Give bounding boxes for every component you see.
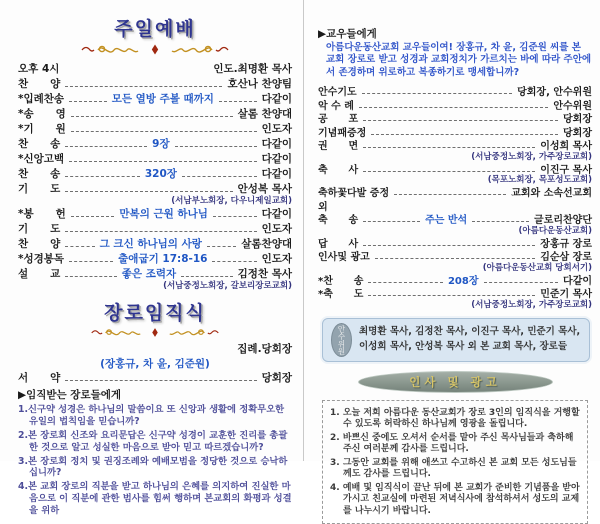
order-row-hymn: 주는 반석 xyxy=(425,215,468,227)
dash-line xyxy=(207,240,236,248)
order-row-person: 김정찬 목사 xyxy=(237,268,293,280)
order-row-hymn: 출애굽기 17:8-16 xyxy=(118,253,208,265)
announcements-box xyxy=(322,400,588,524)
order-row xyxy=(318,212,592,236)
announcement-item: 2. 바쁘신 중에도 오셔서 순서를 맡아 주신 목사님들과 축하해주신 여러분께 감사를 드립니다. xyxy=(330,432,574,455)
order-row-person: 장홍규 장로 xyxy=(540,238,592,250)
order-row-affiliation: (아름다운동산교회 당회서기) xyxy=(482,262,592,273)
order-row-person: 다같이 xyxy=(261,153,292,165)
order-row-person: 민준기 목사 xyxy=(540,289,592,301)
order-row-person: 인도자 xyxy=(261,223,292,235)
dash-line xyxy=(69,95,107,103)
order-row-person: 다같이 xyxy=(261,168,293,180)
dash-line xyxy=(65,240,94,248)
dash-line xyxy=(212,255,256,263)
order-row xyxy=(18,206,292,221)
dash-line xyxy=(213,210,257,218)
order-row-label: 축 사 xyxy=(318,164,359,176)
dash-line xyxy=(363,114,558,121)
elder-candidates: (장홍규, 차 윤, 김준원) xyxy=(100,358,210,370)
order-row-person: 교회와 소속선교회 xyxy=(511,188,592,200)
dash-line xyxy=(394,188,506,195)
order-row-label: 축 송 xyxy=(318,215,359,227)
ordination-title-block xyxy=(18,298,292,339)
order-row-hymn: 9장 xyxy=(152,138,170,150)
order-row-label: *송 영 xyxy=(18,108,66,120)
dash-line xyxy=(484,276,559,283)
order-row-affiliation: (목포노회장, 목포성도교회) xyxy=(487,175,592,186)
dash-line xyxy=(65,374,256,382)
order-row xyxy=(18,266,292,291)
dash-line xyxy=(69,155,256,163)
ordination-title: 장로임직식 xyxy=(104,302,206,324)
ordination-order-list xyxy=(318,84,592,310)
order-row-affiliation: (서남중정노회장, 갈보리장로교회) xyxy=(163,281,292,291)
elder-question: 4.본 교회 장로의 직분을 받고 하나님의 은혜를 의지하여 진실한 마음으로 이 직분에 관한 범사를 힘써 행하며 본교회의 화평과 성결을 위하 xyxy=(18,481,292,517)
order-row-person: 인도자 xyxy=(261,253,292,265)
order-row-person: 다같이 xyxy=(261,208,292,220)
order-row-affiliation: (아름다운동산교회) xyxy=(518,225,592,236)
dash-line xyxy=(359,101,548,108)
oath-label: 서 약 xyxy=(18,372,61,384)
order-row xyxy=(318,98,592,112)
dash-line xyxy=(219,95,257,103)
order-row xyxy=(318,84,592,98)
worship-title-block xyxy=(18,14,292,57)
order-row xyxy=(318,111,592,125)
order-row-affiliation: (서남부노회장, 다우니제일교회) xyxy=(171,196,292,206)
order-row-label: *봉 헌 xyxy=(18,208,66,220)
dash-line xyxy=(363,141,535,148)
order-row xyxy=(18,221,292,236)
order-row-person: 살롬 찬양대 xyxy=(237,108,292,120)
order-row-person: 당회장 xyxy=(563,114,592,126)
order-row-label: 안수기도 xyxy=(318,87,357,99)
order-row-person: 이성희 목사 xyxy=(540,141,592,153)
order-row xyxy=(18,106,292,121)
dash-line xyxy=(65,270,117,278)
members-question: 아름다운동산교회 교우들이여! 장홍규, 차 윤, 김준원 씨를 본 교회 장로로 받고 성경과 교회정치가 가르치는 바에 따라 주안에서 존경하며 위로하고 복종하기로 맹세합니까? xyxy=(326,42,592,78)
dash-line xyxy=(363,239,535,246)
dash-line xyxy=(362,87,512,94)
order-row-affiliation: (서남중정노회장, 가주장로교회) xyxy=(471,151,592,162)
flourish-ornament-icon xyxy=(90,326,220,339)
order-row-person: 글로리찬양단 xyxy=(534,215,592,227)
order-row xyxy=(18,76,292,91)
order-row xyxy=(318,236,592,250)
dash-line xyxy=(375,252,535,259)
order-row-label: 설 교 xyxy=(18,268,61,280)
to-elders-heading: ▶임직받는 장로들에게 xyxy=(18,389,122,401)
ordination-committee-box xyxy=(322,318,590,362)
order-row xyxy=(18,166,292,181)
order-row-label: 외 xyxy=(318,201,328,213)
worship-title: 주일예배 xyxy=(114,18,196,40)
announcement-item: 4. 예배 및 임직식이 끝난 뒤에 본 교회가 준비한 기념품을 받아가시고 친교실에 마련된 저녁식사에 참석하셔서 성도의 교제를 나누시기 바랍니다. xyxy=(330,482,580,516)
order-row-hymn: 좋은 조력자 xyxy=(121,268,177,280)
dash-line xyxy=(368,276,443,283)
dash-line xyxy=(65,170,140,178)
order-row-person: 당회장, 안수위원 xyxy=(517,87,592,99)
order-row xyxy=(318,138,592,162)
elder-question: 1.신구약 성경은 하나님의 말씀이요 또 신앙과 생활에 정확무오한 유일의 법칙임을 믿습니까? xyxy=(18,404,285,427)
order-row-label: 찬 송 xyxy=(18,138,61,150)
dash-line xyxy=(371,128,558,135)
order-row xyxy=(18,61,292,76)
dash-line xyxy=(71,110,233,118)
order-row xyxy=(318,286,592,310)
order-row-label: 기 도 xyxy=(18,183,61,195)
order-row xyxy=(318,185,592,199)
dash-line xyxy=(368,289,535,296)
officiant-line: 집례.당회장 xyxy=(237,343,292,355)
order-row-label: *기 원 xyxy=(18,123,66,135)
order-row-person: 다같이 xyxy=(261,93,292,105)
elder-question: 3.본 장로회 정치 및 권징조례와 예배모범을 정당한 것으로 승낙하십니까? xyxy=(18,455,288,479)
dash-line xyxy=(363,215,420,222)
dash-line xyxy=(71,125,257,133)
order-row-hymn: 320장 xyxy=(144,168,177,180)
order-row-label: *찬 송 xyxy=(318,275,364,287)
order-row xyxy=(18,121,292,136)
order-row-label: *입례찬송 xyxy=(18,93,65,105)
dash-line xyxy=(363,165,535,172)
order-row-hymn: 만복의 근원 하나님 xyxy=(119,208,208,220)
oath-row xyxy=(18,370,292,385)
order-row-label: 권 면 xyxy=(318,141,359,153)
dash-line xyxy=(65,185,232,193)
order-row-person: 안성복 목사 xyxy=(237,183,292,195)
order-row-label: 찬 양 xyxy=(18,78,61,90)
order-row-label: 찬 송 xyxy=(18,168,61,180)
order-row-person: 호산나 찬양팀 xyxy=(227,78,292,90)
announcement-item: 3. 그동안 교회를 위해 애쓰고 수고하신 본 교회 모든 성도님들께도 감사를 드립니다. xyxy=(330,457,577,480)
committee-seal: 안수위원 xyxy=(331,323,352,357)
flourish-ornament-icon xyxy=(80,42,230,57)
order-row xyxy=(318,249,592,273)
order-row xyxy=(318,162,592,186)
order-row-hymn: 그 크신 하나님의 사랑 xyxy=(99,238,202,250)
order-row-label: 오후 4시 xyxy=(18,63,60,75)
announcement-item: 1. 오늘 저희 아름다운 동산교회가 장로 3인의 임직식을 거행할 수 있도록 허락하신 하나님께 영광을 돌립니다. xyxy=(330,407,580,430)
dash-line xyxy=(182,170,257,178)
order-row-label: 악 수 례 xyxy=(318,100,354,112)
order-row xyxy=(18,136,292,151)
order-row xyxy=(18,236,292,251)
order-row-label: *축 도 xyxy=(318,289,364,301)
committee-members: 최명환 목사, 김정찬 목사, 이진구 목사, 민준기 목사, 이성희 목사, 안성복 목사 외 본 교회 목사, 장로들 xyxy=(359,325,581,352)
order-row-person: 살롬찬양대 xyxy=(241,238,292,250)
order-row-label: *신앙고백 xyxy=(18,153,65,165)
order-row xyxy=(318,273,592,287)
order-row xyxy=(18,181,292,206)
order-row-label: 축하꽃다발 증정 xyxy=(318,188,390,200)
order-row-person: 다같이 xyxy=(261,138,292,150)
order-row-person: 이진구 목사 xyxy=(540,164,592,176)
order-row-person: 인도자 xyxy=(261,123,292,135)
order-row xyxy=(18,251,292,266)
oath-person: 당회장 xyxy=(261,372,292,384)
order-row-hymn: 모든 열방 주볼 때까지 xyxy=(111,93,214,105)
order-row xyxy=(18,151,292,166)
to-members-heading: ▶교우들에게 xyxy=(318,28,377,40)
page-right xyxy=(303,0,600,516)
order-row xyxy=(318,199,592,213)
order-row-affiliation: (서남중정노회장, 가주장로교회) xyxy=(471,299,592,310)
order-row-label: 기념패증정 xyxy=(318,127,367,139)
worship-order-list xyxy=(18,61,292,291)
dash-line xyxy=(65,140,147,148)
order-row-hymn: 208장 xyxy=(447,275,479,287)
page-left xyxy=(0,0,302,517)
order-row-label: 기 도 xyxy=(18,223,61,235)
dash-line xyxy=(175,140,257,148)
dash-line xyxy=(472,215,529,222)
dash-line xyxy=(65,225,256,233)
order-row-person: 인도.최명환 목사 xyxy=(213,63,292,75)
order-row-label: 공 포 xyxy=(318,114,359,126)
announcements-banner-wrap xyxy=(318,371,592,393)
order-row-person: 안수위원 xyxy=(553,100,592,112)
order-row-person: 당회장 xyxy=(563,127,592,139)
order-row-label: 인사및 광고 xyxy=(318,252,370,264)
elder-questions xyxy=(18,404,292,517)
order-row-person: 다같이 xyxy=(563,275,593,287)
dash-line xyxy=(65,80,222,88)
order-row xyxy=(18,91,292,106)
dash-line xyxy=(181,270,233,278)
order-row-label: 답 사 xyxy=(318,238,359,250)
order-row-label: *성경봉독 xyxy=(18,253,65,265)
dash-line xyxy=(69,255,113,263)
dash-line xyxy=(71,210,115,218)
order-row xyxy=(318,125,592,139)
order-row-label: 찬 양 xyxy=(18,238,61,250)
order-row-person: 김순삼 장로 xyxy=(540,252,592,264)
announcements-banner: 인사 및 광고 xyxy=(358,371,553,393)
elder-question: 2.본 장로회 신조와 요리문답은 신구약 성경이 교훈한 진리를 총괄한 것으로 알고 성실한 마음으로 받아 믿고 따르겠습니까? xyxy=(18,429,288,453)
